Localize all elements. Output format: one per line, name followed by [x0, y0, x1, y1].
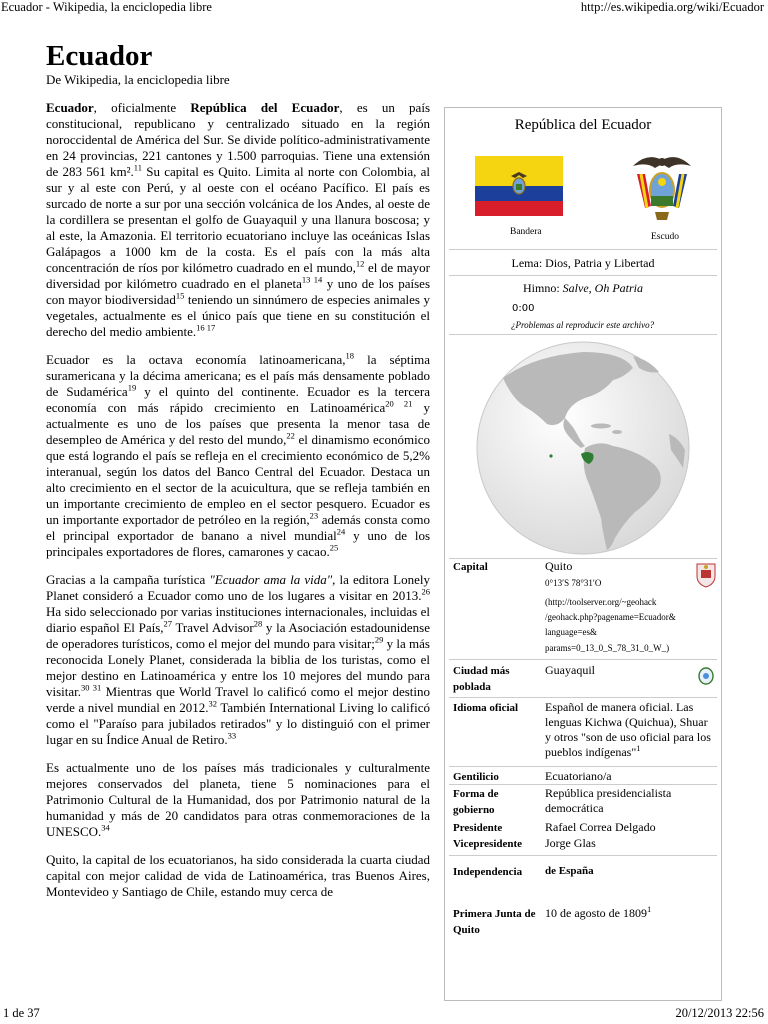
- ref-link[interactable]: 32: [208, 698, 218, 709]
- ref-link[interactable]: 26: [421, 586, 430, 597]
- ref-link[interactable]: 27: [163, 618, 173, 629]
- demonym-value: Ecuatoriano/a: [545, 769, 612, 783]
- location-globe-map[interactable]: [473, 338, 693, 558]
- ref-link[interactable]: 12: [355, 258, 365, 269]
- text: y uno de los principales exportadores de flores, camarones y cacao.: [46, 528, 430, 559]
- article-subtitle: De Wikipedia, la enciclopedia libre: [46, 72, 230, 87]
- capital-value[interactable]: Quito: [545, 559, 573, 573]
- junta-label: Primera Junta de Quito: [453, 908, 536, 936]
- text: la séptima suramericana y la décima americana; es el país más densamente poblado de Sudamérica: [46, 352, 430, 399]
- quito-coat-icon: [695, 562, 717, 588]
- vicepresident-value[interactable]: Jorge Glas: [545, 836, 596, 850]
- anthem: [445, 281, 721, 296]
- city-label: Ciudad más poblada: [453, 665, 510, 693]
- divider: [449, 784, 717, 785]
- ref-link[interactable]: 28: [253, 618, 263, 629]
- independence-value[interactable]: de España: [545, 865, 594, 877]
- vicepresident-label: Vicepresidente: [453, 838, 523, 850]
- junta-date: 10 de agosto de 1809: [545, 906, 647, 920]
- government-value[interactable]: República presidencialista democrática: [545, 786, 672, 815]
- campaign-name: "Ecuador ama la vida": [209, 572, 333, 587]
- text: , es un país constitucional, republicano y centralizado situado en la región noroccidental de América del Sur. Se divide político-administrativamente en 24 provincias, 221 cantones y 1.500 parroquias. Tiene una extensión de 283 561 km².: [46, 100, 431, 179]
- text: Ha sido seleccionado por varias instituciones internacionales, incluidas el diario español El País,: [46, 604, 430, 635]
- junta-value: [545, 906, 713, 921]
- divider: [449, 766, 717, 767]
- city-value[interactable]: Guayaquil: [545, 663, 595, 677]
- ref-link[interactable]: 20 21: [385, 398, 413, 409]
- divider: [449, 855, 717, 856]
- term-ecuador: Ecuador: [46, 100, 94, 115]
- anthem-name[interactable]: Salve, Oh Patria: [562, 281, 643, 295]
- coat-of-arms-icon[interactable]: [627, 148, 697, 228]
- ref-link[interactable]: 34: [101, 822, 110, 833]
- ref-link[interactable]: 1: [636, 743, 641, 753]
- ref-link[interactable]: 11: [133, 162, 142, 173]
- flag-image[interactable]: [475, 156, 563, 216]
- text: También International Living lo calificó como el "Paraíso para jubilados retirados" y lo distinguió con el primer lugar en su Índice Anual de Retiro.: [46, 700, 430, 747]
- flag-caption: Bandera: [510, 227, 542, 237]
- language-text: Español de manera oficial. Las lenguas Kichwa (Quichua), Shuar y otros "son de uso oficial para los pueblos indígenas": [545, 700, 711, 759]
- paragraph-intro: [46, 100, 430, 340]
- text: además consta como el principal exportador de banano a nivel mundial: [46, 512, 430, 543]
- text: Gracias a la campaña turística: [46, 572, 210, 587]
- ref-link[interactable]: 19: [127, 382, 137, 393]
- text: Es actualmente uno de los países más tradicionales y culturalmente mejores conservados del planeta, tiene 5 nominaciones para el Patrimonio Cultural de la Humanidad, dos por Patrimonio natural de la humanidad y más de 20 candidatos para otras conmemoraciones de la UNESCO.: [46, 760, 430, 839]
- article-body: [46, 100, 430, 912]
- text: Travel Advisor: [172, 620, 254, 635]
- ref-link[interactable]: 29: [374, 634, 384, 645]
- article-title: Ecuador: [46, 40, 153, 72]
- ref-link[interactable]: 1: [646, 904, 652, 914]
- text: el de mayor diversidad por kilómetro cuadrado en el planeta: [46, 260, 430, 291]
- ref-link[interactable]: 33: [227, 730, 237, 741]
- ref-link[interactable]: 16 17: [196, 322, 216, 333]
- ref-link[interactable]: 25: [329, 542, 339, 553]
- capital-geohack-link-4[interactable]: params=0_13_0_S_78_31_0_W_): [545, 643, 670, 653]
- independence-label: Independencia: [453, 866, 523, 878]
- text: y actualmente es uno de los países que presenta la menor tasa de desempleo de América y del resto del mundo,: [46, 400, 431, 447]
- language-value: [545, 700, 713, 760]
- page-url-header[interactable]: http://es.wikipedia.org/wiki/Ecuador: [580, 0, 764, 14]
- divider: [449, 697, 717, 698]
- paragraph-quito: [46, 852, 430, 900]
- anthem-label: Himno:: [523, 281, 563, 295]
- paragraph-tourism: [46, 572, 430, 748]
- text: , la editora Lonely Planet consideró a Ecuador como uno de los lugares a visitar en 2013.: [46, 572, 430, 603]
- capital-geohack-link-1[interactable]: (http://toolserver.org/~geohack: [545, 597, 657, 607]
- motto: Lema: Dios, Patria y Libertad: [511, 256, 655, 270]
- president-value[interactable]: Rafael Correa Delgado: [545, 820, 656, 834]
- text: Ecuador es la octava economía latinoamericana,: [46, 352, 346, 367]
- print-header: [0, 0, 768, 20]
- ref-link[interactable]: 24: [336, 526, 346, 537]
- guayaquil-coat-icon: [697, 666, 715, 686]
- text: teniendo un sinnúmero de especies animales y vegetales, actualmente es el único país que tiene en su constitución el derecho del medio ambiente.: [46, 292, 431, 339]
- infobox: [444, 107, 722, 1001]
- paragraph-heritage: [46, 760, 430, 840]
- text: Quito, la capital de los ecuatorianos, ha sido considerada la cuarta ciudad capital con mejor calidad de vida de Latinoamérica, tras Buenos Aires, Montevideo y Santiago de Chile, estando muy cerca de: [46, 852, 430, 899]
- text: y uno de los países con mayor biodiversidad: [46, 276, 431, 307]
- page-title-header: Ecuador - Wikipedia, la enciclopedia libre: [1, 0, 212, 14]
- flag-emblem-icon: [509, 172, 529, 198]
- audio-time[interactable]: 0:00: [512, 303, 535, 314]
- capital-geohack-link-2[interactable]: /geohack.php?pagename=Ecuador&: [545, 612, 676, 622]
- text: el dinamismo económico que está logrando el país se refleja en el crecimiento económico de 5,2% interanual, según los datos del Banco Central del Ecuador. Destaca un alto crecimiento en el sector de la acuicultura, que se refleja también en un importante crecimiento de empleo en el sector pesquero. Ecuador es un importante exportador de petróleo en la región,: [46, 432, 430, 527]
- government-label: Forma de gobierno: [453, 788, 499, 816]
- text: y el quinto del continente. Ecuador es la tercera economía con más rápido crecimiento en Latinoamérica: [46, 384, 430, 415]
- ref-link[interactable]: 23: [309, 510, 319, 521]
- text: y la Asociación estadounidense de operadores turísticos, como el mejor del mundo para visitar;: [46, 620, 430, 651]
- demonym-label: Gentilicio: [453, 771, 499, 783]
- ref-link[interactable]: 18: [345, 350, 355, 361]
- text: Mientras que World Travel lo calificó como el mejor destino verde a nivel mundial en 2012.: [46, 684, 431, 715]
- divider: [449, 659, 717, 660]
- ref-link[interactable]: 13 14: [301, 274, 323, 285]
- print-datetime: 20/12/2013 22:56: [675, 1006, 764, 1020]
- ref-link[interactable]: 30 31: [81, 682, 102, 693]
- divider: [449, 275, 717, 276]
- president-label: Presidente: [453, 822, 503, 834]
- term-official-name: República del Ecuador: [190, 100, 340, 115]
- ref-link[interactable]: 22: [286, 430, 295, 441]
- infobox-title: República del Ecuador: [514, 117, 652, 133]
- text: Su capital es Quito. Limita al norte con Colombia, al sur y al este con Perú, y al oeste con el océano Pacífico. El país es surcado de norte a sur por una sección volcánica de los Andes, al oeste de la cordillera se presentan el golfo de Guayaquil y una llanura boscosa; y al este, la Amazonia. El territorio ecuatoriano incluye las oceánicas Islas Galápagos a 1000 km de la costa. Es el país con la más alta concentración de ríos por kilómetro cuadrado en el mundo,: [46, 164, 431, 275]
- text: , oficialmente: [93, 100, 191, 115]
- text: y la más reconocida Lonely Planet, considerada la biblia de los turistas, como el mejor destino en Latinoamérica y entre los 10 mejores del mundo para visitar.: [46, 636, 430, 699]
- ref-link[interactable]: 15: [175, 290, 185, 301]
- divider: [449, 334, 717, 335]
- coat-caption: Escudo: [651, 232, 679, 242]
- audio-help-link[interactable]: ¿Problemas al reproducir este archivo?: [511, 320, 655, 330]
- capital-coords[interactable]: 0°13′S 78°31′O: [545, 578, 602, 588]
- paragraph-economy: [46, 352, 430, 560]
- language-label: Idioma oficial: [453, 702, 519, 714]
- page-counter: 1 de 37: [3, 1006, 40, 1020]
- capital-geohack-link-3[interactable]: language=es&: [545, 627, 598, 637]
- divider: [449, 249, 717, 250]
- capital-label: Capital: [453, 561, 488, 573]
